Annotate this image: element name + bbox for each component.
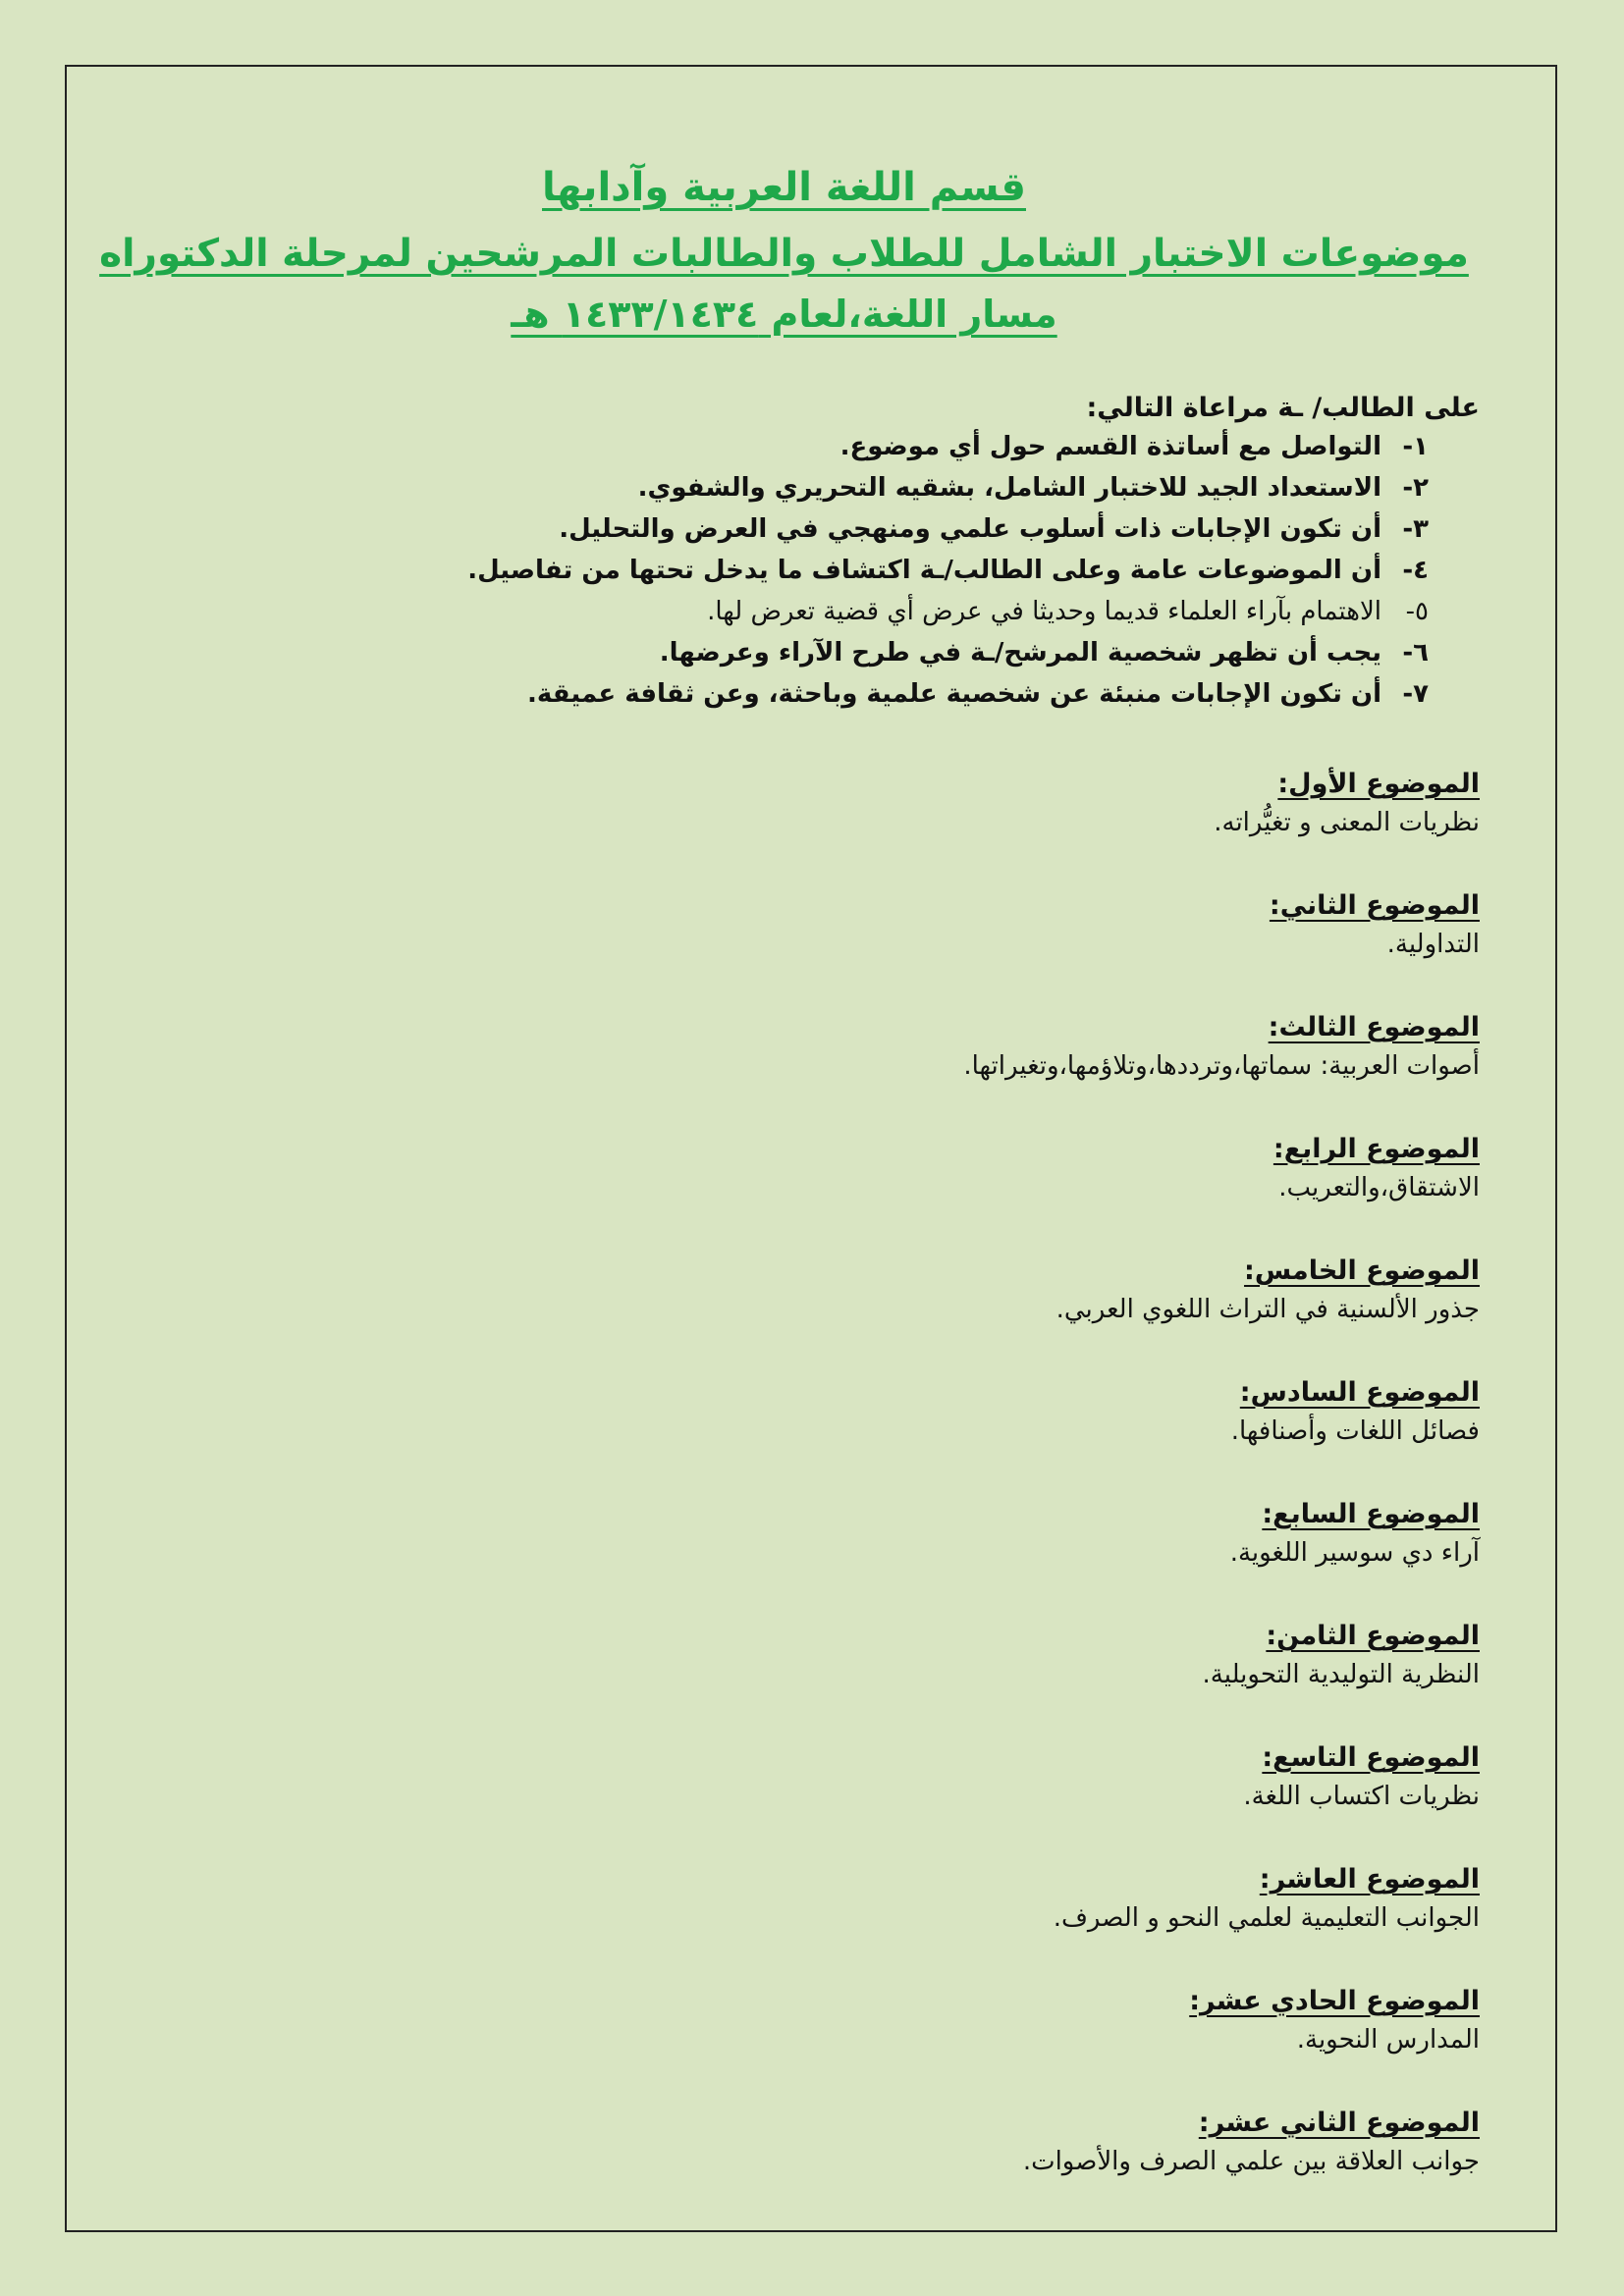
instruction-item <box>467 638 1429 679</box>
topic-text: النظرية التوليدية التحويلية. <box>1202 1660 1480 1689</box>
topic-text: المدارس النحوية. <box>1296 2025 1480 2055</box>
topic-heading: الموضوع الثاني عشر: <box>1198 2108 1480 2138</box>
instruction-number: ٦- <box>1402 638 1429 667</box>
topic-7 <box>1230 1496 1480 1573</box>
topic-9 <box>1243 1739 1480 1816</box>
topic-text: جوانب العلاقة بين علمي الصرف والأصوات. <box>1022 2147 1480 2176</box>
instruction-number: ٣- <box>1402 514 1429 544</box>
instruction-text: التواصل مع أساتذة القسم حول أي موضوع. <box>839 432 1381 461</box>
topic-heading: الموضوع الثاني: <box>1269 890 1480 921</box>
topic-text: فصائل اللغات وأصنافها. <box>1230 1416 1480 1446</box>
topic-8 <box>1203 1618 1480 1694</box>
instruction-item <box>467 473 1429 514</box>
topic-heading: الموضوع الثالث: <box>1268 1012 1480 1042</box>
track-year: مسار اللغة،لعام ١٤٣٣/١٤٣٤ هـ <box>511 293 1057 336</box>
topic-6 <box>1231 1374 1480 1451</box>
instruction-number: ١- <box>1402 432 1429 461</box>
topic-10 <box>1054 1861 1480 1938</box>
topic-heading: الموضوع الخامس: <box>1244 1255 1480 1286</box>
instruction-text: يجب أن تظهر شخصية المرشح/ـة في طرح الآراء وعرضها. <box>659 638 1381 667</box>
instruction-text: أن الموضوعات عامة وعلى الطالب/ـة اكتشاف ما يدخل تحتها من تفاصيل. <box>467 556 1381 585</box>
topic-text: نظريات اكتساب اللغة. <box>1243 1782 1480 1811</box>
instruction-number: ٤- <box>1402 556 1429 585</box>
instruction-item <box>467 679 1429 721</box>
topic-text: أصوات العربية: سماتها،وترددها،وتلاؤمها،وتغيراتها. <box>963 1051 1480 1081</box>
topic-heading: الموضوع الحادي عشر: <box>1189 1986 1480 2016</box>
instruction-number: ٢- <box>1402 473 1429 503</box>
topic-text: الاشتقاق،والتعريب. <box>1278 1173 1480 1202</box>
topic-heading: الموضوع الرابع: <box>1272 1134 1480 1164</box>
instruction-number: ٥- <box>1405 597 1429 626</box>
topic-heading: الموضوع الأول: <box>1277 769 1480 799</box>
instructions-intro: على الطالب/ ـة مراعاة التالي: <box>1086 393 1480 423</box>
instruction-text: الاستعداد الجيد للاختبار الشامل، بشقيه التحريري والشفوي. <box>637 473 1381 503</box>
instruction-item <box>467 556 1429 597</box>
instruction-item <box>467 597 1429 638</box>
topic-heading: الموضوع السادس: <box>1239 1377 1480 1408</box>
instructions-list <box>467 432 1429 721</box>
topic-12 <box>1023 2105 1480 2181</box>
instruction-number: ٧- <box>1402 679 1429 709</box>
topic-heading: الموضوع التاسع: <box>1262 1742 1480 1773</box>
topic-heading: الموضوع السابع: <box>1262 1499 1480 1529</box>
instruction-text: أن تكون الإجابات منبئة عن شخصية علمية وباحثة، وعن ثقافة عميقة. <box>527 679 1381 709</box>
instruction-item <box>467 514 1429 556</box>
topic-heading: الموضوع العاشر: <box>1259 1864 1480 1895</box>
topic-3 <box>963 1009 1480 1086</box>
topic-11 <box>1189 1983 1480 2059</box>
topic-text: الجوانب التعليمية لعلمي النحو و الصرف. <box>1053 1903 1480 1933</box>
topic-4 <box>1273 1131 1480 1207</box>
topic-heading: الموضوع الثامن: <box>1266 1621 1480 1651</box>
instruction-item <box>467 432 1429 473</box>
instruction-text: الاهتمام بآراء العلماء قديما وحديثا في عرض أي قضية تعرض لها. <box>707 597 1381 626</box>
topic-text: التداولية. <box>1386 930 1480 959</box>
exam-subtitle: موضوعات الاختبار الشامل للطلاب والطالبات المرشحين لمرحلة الدكتوراه <box>99 232 1469 276</box>
document-body <box>88 0 1480 2296</box>
topic-text: جذور الألسنية في التراث اللغوي العربي. <box>1056 1295 1480 1324</box>
topic-text: آراء دي سوسير اللغوية. <box>1229 1538 1480 1568</box>
instruction-text: أن تكون الإجابات ذات أسلوب علمي ومنهجي في العرض والتحليل. <box>559 514 1381 544</box>
topic-1 <box>1214 766 1480 842</box>
department-title: قسم اللغة العربية وآدابها <box>542 165 1026 210</box>
topic-2 <box>1270 887 1480 964</box>
topic-text: نظريات المعنى و تغيُّراته. <box>1214 808 1480 837</box>
topic-5 <box>1056 1253 1480 1329</box>
